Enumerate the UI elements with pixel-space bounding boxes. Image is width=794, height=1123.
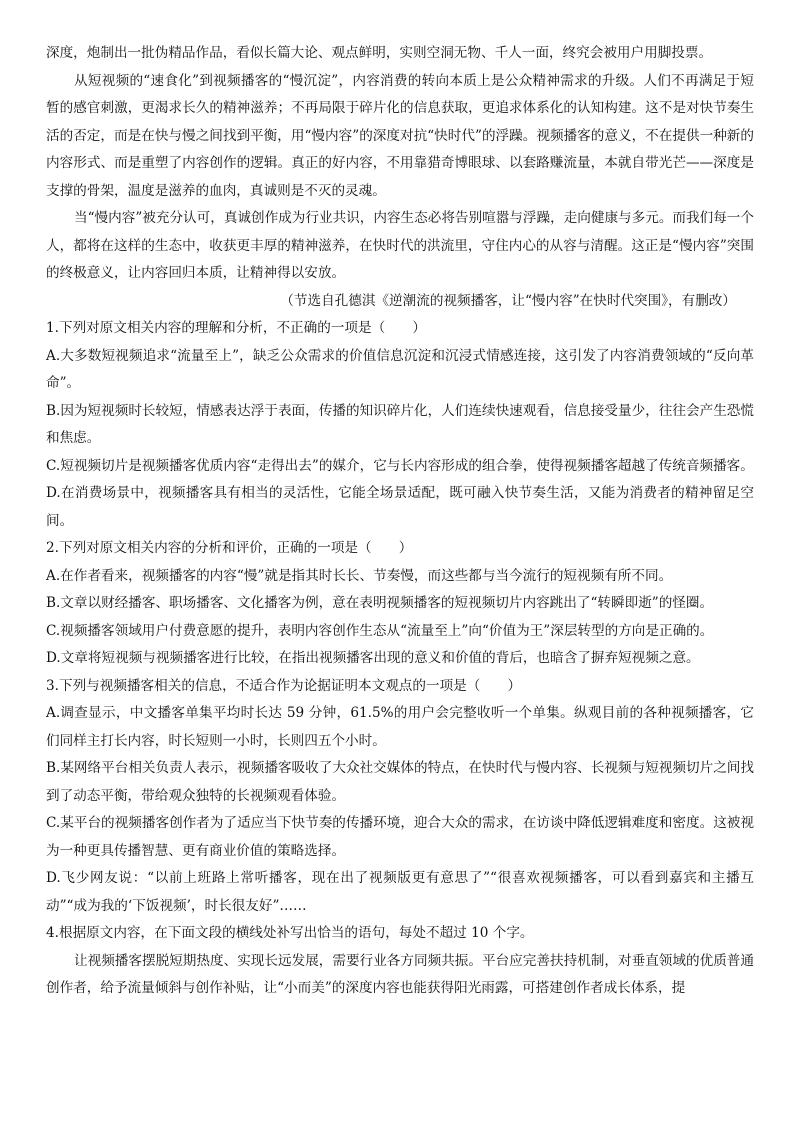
question-2-stem: 2.下列对原文相关内容的分析和评价，正确的一项是（ ） (46, 540, 413, 556)
question-2-option-a: A.在作者看来，视频播客的内容“慢”就是指其时长长、节奏慢，而这些都与当今流行的短视频有所不同。 (46, 567, 673, 584)
question-1-option-d: D.在消费场景中，视频播客具有相当的灵活性，它能全场景适配，既可融入快节奏生活，又能为消费者的精神留足空间。 (46, 485, 754, 529)
question-2-option-b: B.文章以财经播客、职场播客、文化播客为例，意在表明视频播客的短视频切片内容跳出了“转瞬即逝”的怪圈。 (46, 595, 714, 611)
question-1-option-b: B.因为短视频时长较短，情感表达浮于表面，传播的知识碎片化，人们连续快速观看，信息接受量少，往往会产生恐慌和焦虑。 (46, 402, 754, 446)
question-1-option-a: A.大多数短视频追求“流量至上”，缺乏公众需求的价值信息沉淀和沉浸式情感连接，这引发了内容消费领域的“反向革命”。 (46, 347, 754, 391)
passage-paragraph-3: 当“慢内容”被充分认可，真诚创作成为行业共识，内容生态必将告别喧嚣与浮躁，走向健康与多元。而我们每一个人，都将在这样的生态中，收获更丰厚的精神滋养，在快时代的洪流里，守住内心的从容与清醒。这正是“慢内容”突围的终极意义，让内容回归本质，让精神得以安放。 (46, 210, 754, 281)
question-3-option-a: A.调查显示，中文播客单集平均时长达 59 分钟，61.5%的用户会完整收听一个单集。纵观目前的各种视频播客，它们同样主打长内容，时长短则一小时，长则四五个小时。 (46, 705, 754, 749)
question-1-option-c: C.短视频切片是视频播客优质内容“走得出去”的媒介，它与长内容形成的组合拳，使得视频播客超越了传统音频播客。 (46, 457, 754, 474)
passage-paragraph-2: 从短视频的“速食化”到视频播客的“慢沉淀”，内容消费的转向本质上是公众精神需求的升级。人们不再满足于短暂的感官刺激，更渴求长久的精神滋养；不再局限于碎片化的信息获取，更追求体系化的认知构建。这不是对快节奏生活的否定，而是在快与慢之间找到平衡，用“慢内容”的深度对抗“快时代”的浮躁。视频播客的意义，不在提供一种新的内容形式、而是重塑了内容创作的逻辑。真正的好内容，不用靠猎奇博眼球、以套路赚流量，本就自带光芒——深度是支撑的骨架，温度是滋养的血肉，真诚则是不灭的灵魂。 (46, 72, 754, 199)
passage-source: （节选自孔德淇《逆潮流的视频播客，让“慢内容”在快时代突围》，有删改） (280, 292, 736, 309)
question-1-stem: 1.下列对原文相关内容的理解和分析，不正确的一项是（ ） (46, 320, 426, 336)
question-4-stem: 4.根据原文内容，在下面文段的横线处补写出恰当的语句，每处不超过 10 个字。 (46, 925, 534, 941)
question-2-option-c: C.视频播客领域用户付费意愿的提升，表明内容创作生态从“流量至上”向“价值为王”深层转型的方向是正确的。 (46, 622, 714, 639)
question-3-option-c: C.某平台的视频播客创作者为了适应当下快节奏的传播环境，迎合大众的需求，在访谈中降低逻辑难度和密度。这被视为一种更具传播智慧、更有商业价值的策略选择。 (46, 815, 754, 859)
question-4-paragraph: 让视频播客摆脱短期热度、实现长远发展，需要行业各方同频共振。平台应完善扶持机制，对垂直领域的优质普通创作者，给予流量倾斜与创作补贴，让“小而美”的深度内容也能获得阳光雨露，可搭建创作者成长体系，提 (46, 952, 754, 996)
passage-paragraph-1-tail: 深度，炮制出一批伪精品作品，看似长篇大论、观点鲜明，实则空洞无物、千人一面，终究会被用户用脚投票。 (46, 45, 713, 61)
question-2-option-d: D.文章将短视频与视频播客进行比较，在指出视频播客出现的意义和价值的背后，也暗含了摒弃短视频之意。 (46, 650, 700, 666)
document-page (46, 40, 754, 1003)
question-3-stem: 3.下列与视频播客相关的信息，不适合作为论据证明本文观点的一项是（ ） (46, 677, 522, 694)
question-3-option-b: B.某网络平台相关负责人表示，视频播客吸收了大众社交媒体的特点，在快时代与慢内容、长视频与短视频切片之间找到了动态平衡，带给观众独特的长视频观看体验。 (46, 760, 754, 804)
question-3-option-d: D.飞少网友说：“以前上班路上常听播客，现在出了视频版更有意思了”“很喜欢视频播客，可以看到嘉宾和主播互动”“成为我的‘下饭视频’，时长很友好”…… (46, 870, 754, 914)
